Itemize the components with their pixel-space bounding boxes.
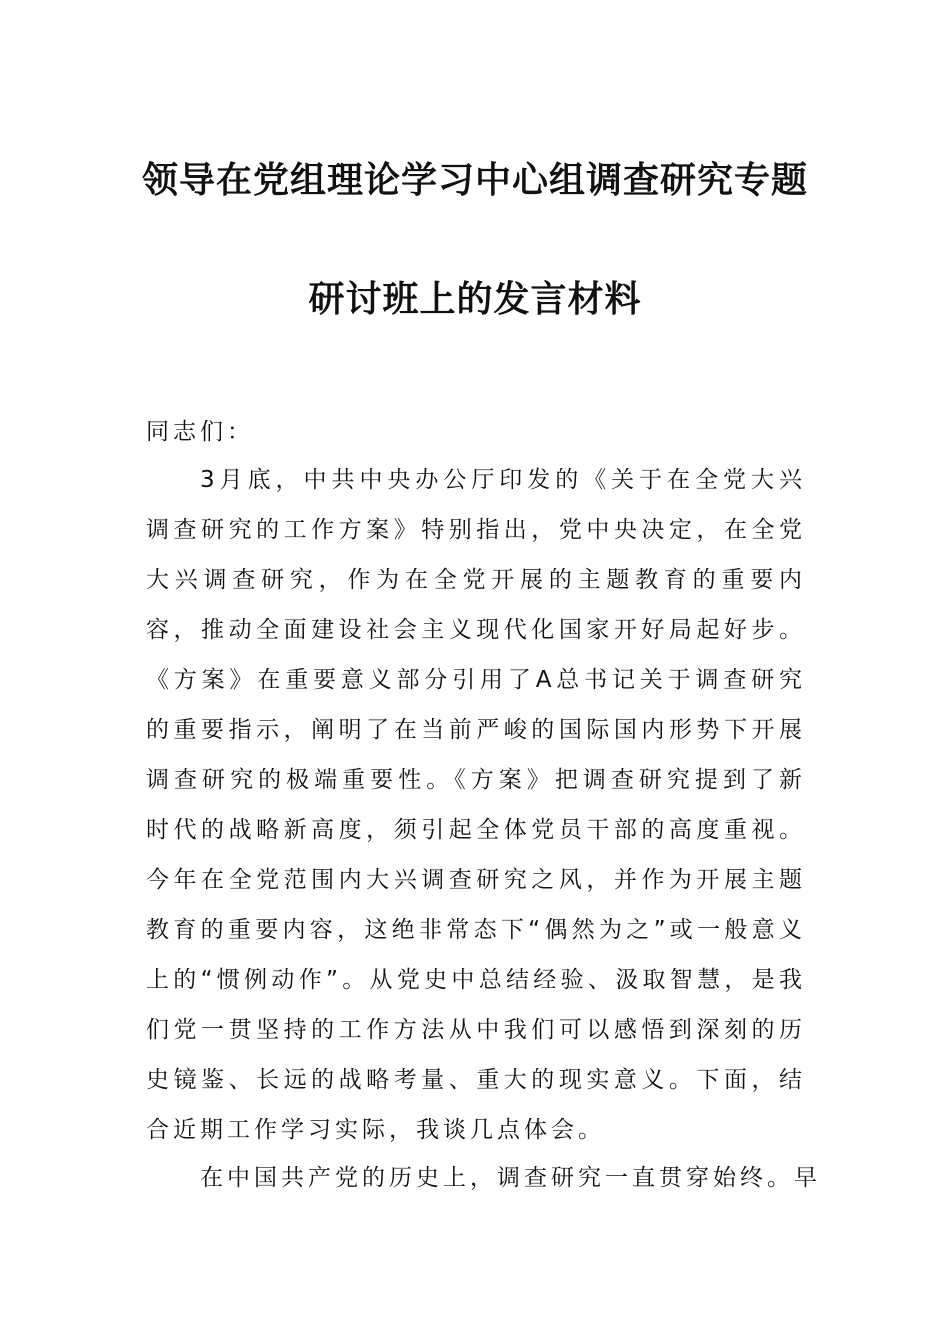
salutation: 同志们： [146,419,254,445]
document-title-line-1: 领导在党组理论学习中心组调查研究专题 [141,159,808,201]
paragraph-1: 3月底，中共中央办公厅印发的《关于在全党大兴调查研究的工作方案》特别指出，党中央决定，在全党大兴调查研究，作为在全党开展的主题教育的重要内容，推动全面建设社会主义现代化国家开好局起好步。《方案》在重要意义部分引用了A总书记关于调查研究的重要指示，阐明了在当前严峻的国际国内形势下开展调查研究的极端重要性。《方案》把调查研究提到了新时代的战略新高度，须引起全体党员干部的高度重视。今年在全党范围内大兴调查研究之风，并作为开展主题教育的重要内容，这绝非常态下“偶然为之”或一般意义上的“惯例动作”。从党史中总结经验、汲取智慧，是我们党一贯坚持的工作方法从中我们可以感悟到深刻的历史镜鉴、长远的战略考量、重大的现实意义。下面，结合近期工作学习实际，我谈几点体会。 [146,467,806,1143]
paragraph-2: 在中国共产党的历史上，调查研究一直贯穿始终。早 [200,1165,821,1191]
document-title-line-2: 研讨班上的发言材料 [308,278,642,320]
